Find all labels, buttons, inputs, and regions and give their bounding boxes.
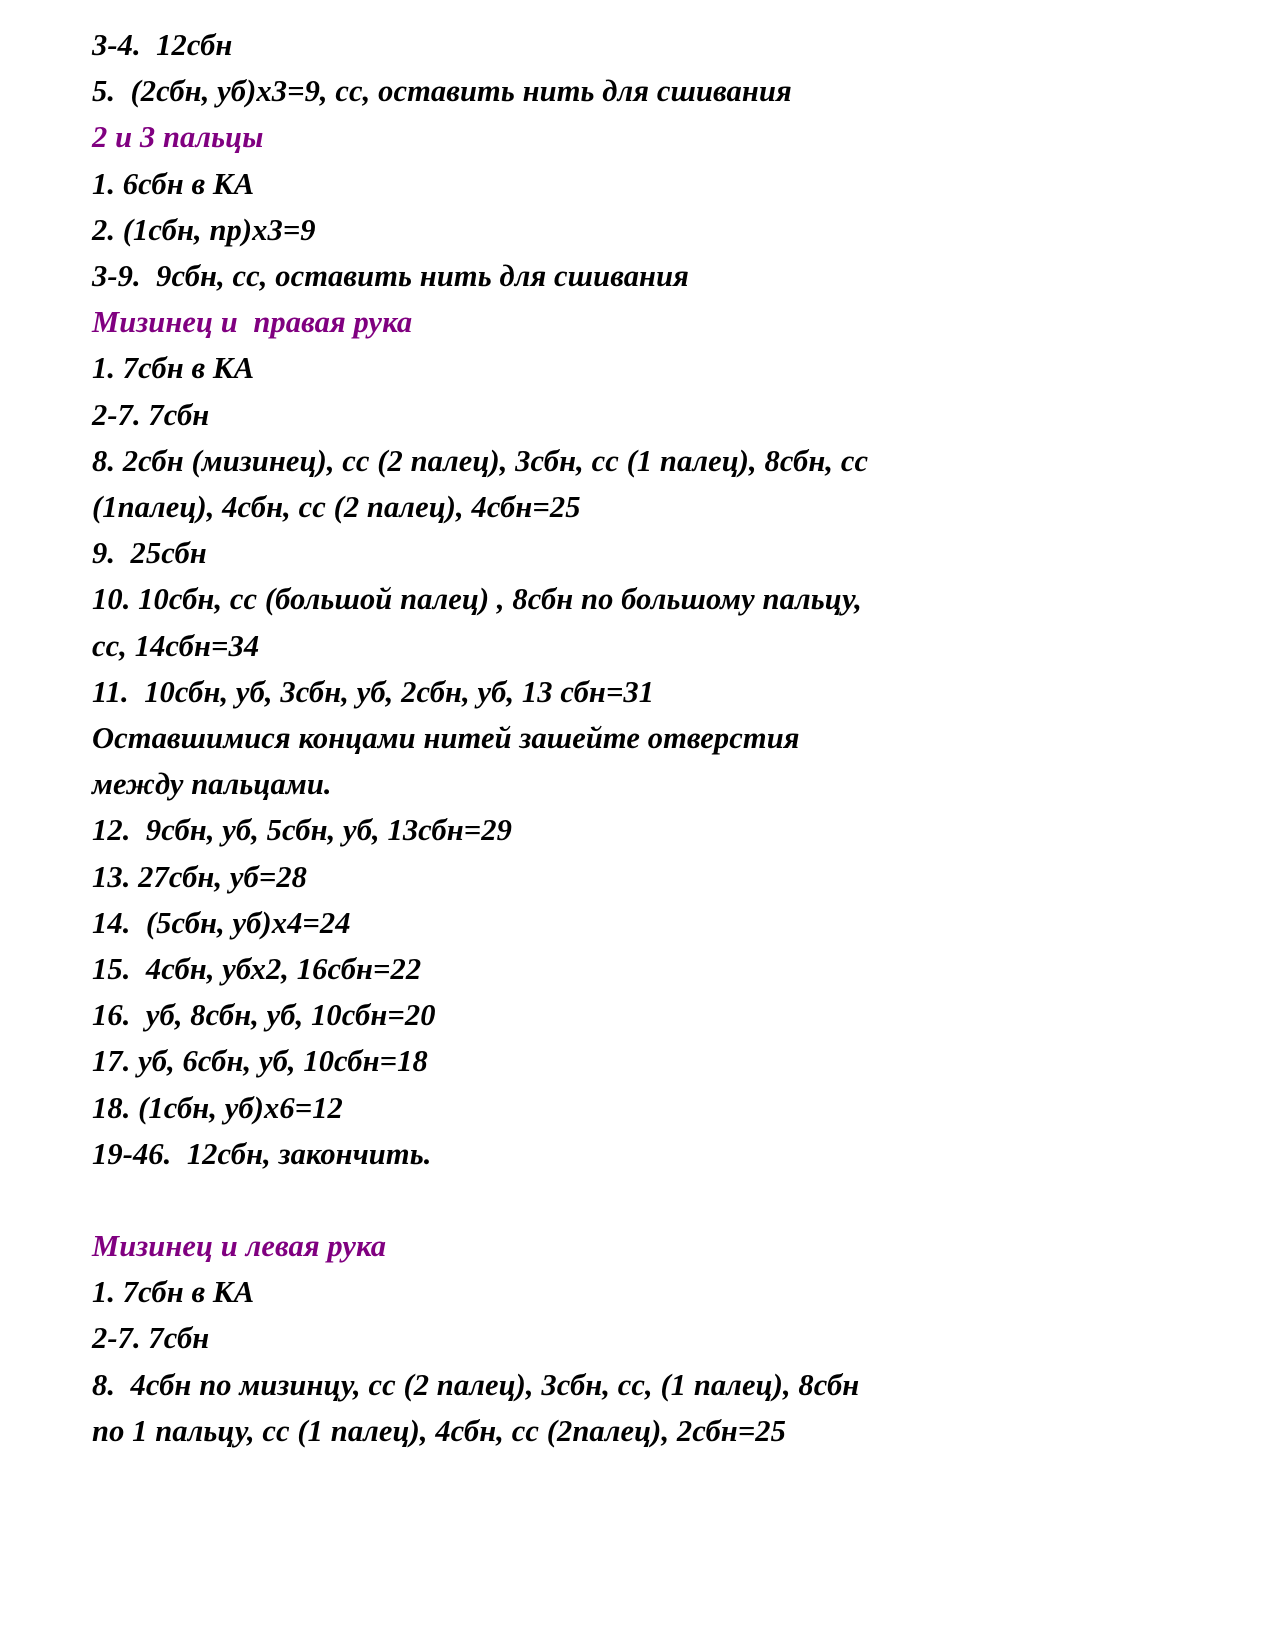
text-line: 13. 27сбн, уб=28	[92, 859, 308, 894]
text-line: 11. 10сбн, уб, 3сбн, уб, 2сбн, уб, 13 сбн=31	[92, 674, 655, 709]
text-line: 10. 10сбн, сс (большой палец) , 8сбн по большому пальцу,	[92, 582, 863, 617]
text-line: 5. (2сбн, уб)х3=9, сс, оставить нить для сшивания	[92, 74, 792, 109]
paragraph-spacer	[92, 1177, 1215, 1223]
text-line: Оставшимися концами нитей зашейте отверстия	[92, 721, 800, 756]
text-line: 14. (5сбн, уб)х4=24	[92, 905, 351, 940]
text-line: 12. 9сбн, уб, 5сбн, уб, 13сбн=29	[92, 813, 512, 848]
text-line: между пальцами.	[92, 767, 332, 802]
text-line: 2. (1сбн, пр)х3=9	[92, 212, 316, 247]
text-line: (1палец), 4сбн, сс (2 палец), 4сбн=25	[92, 490, 581, 525]
document-text-body	[92, 22, 1215, 1454]
text-line: 1. 7сбн в КА	[92, 351, 255, 386]
text-line: 17. уб, 6сбн, уб, 10сбн=18	[92, 1044, 428, 1079]
text-line: по 1 пальцу, сс (1 палец), 4сбн, сс (2палец), 2сбн=25	[92, 1413, 787, 1448]
text-line: 15. 4сбн, убх2, 16сбн=22	[92, 952, 422, 987]
text-line: 1. 6сбн в КА	[92, 166, 255, 201]
text-line: 3-9. 9сбн, сс, оставить нить для сшивания	[92, 259, 689, 294]
text-line: сс, 14сбн=34	[92, 628, 260, 663]
text-line: 9. 25сбн	[92, 536, 207, 571]
text-line: 2-7. 7сбн	[92, 397, 210, 432]
text-line: 8. 2сбн (мизинец), сс (2 палец), 3сбн, сс (1 палец), 8сбн, сс	[92, 443, 869, 478]
section-heading: Мизинец и правая рука	[92, 305, 413, 340]
section-heading: Мизинец и левая рука	[92, 1229, 387, 1264]
text-line: 2-7. 7сбн	[92, 1321, 210, 1356]
text-line: 3-4. 12сбн	[92, 28, 233, 62]
text-line: 1. 7сбн в КА	[92, 1275, 255, 1310]
text-line: 18. (1сбн, уб)х6=12	[92, 1090, 343, 1125]
text-line: 16. уб, 8сбн, уб, 10сбн=20	[92, 998, 436, 1033]
text-line: 8. 4сбн по мизинцу, сс (2 палец), 3сбн, сс, (1 палец), 8сбн	[92, 1367, 860, 1402]
section-heading: 2 и 3 пальцы	[92, 120, 264, 155]
text-line: 19-46. 12сбн, закончить.	[92, 1136, 432, 1171]
